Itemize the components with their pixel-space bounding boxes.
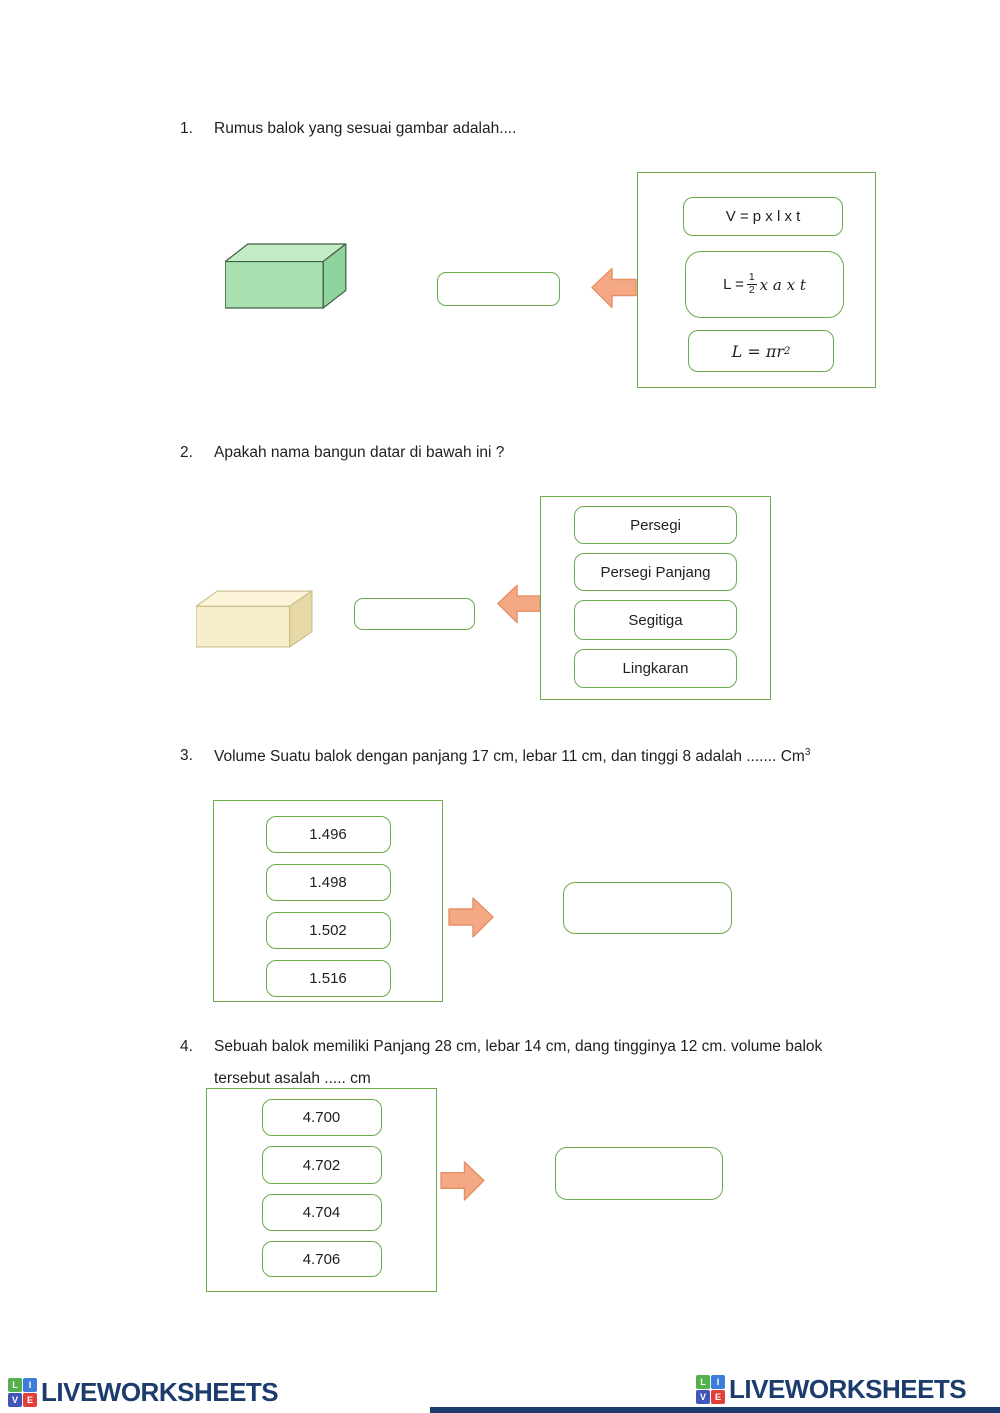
q3-text-superscript: 3 <box>804 747 811 758</box>
q3-option-4-label: 1.516 <box>309 970 347 987</box>
liveworksheets-blocks-icon <box>696 1375 725 1404</box>
q3-text <box>214 747 810 766</box>
q4-option-4702[interactable] <box>262 1146 382 1184</box>
logo-block-v: V <box>8 1393 22 1407</box>
q2-arrow <box>497 584 541 624</box>
q2-text: Apakah nama bangun datar di bawah ini ? <box>214 444 505 461</box>
logo-block-e: E <box>711 1390 725 1404</box>
q4-option-4706[interactable] <box>262 1241 382 1277</box>
arrow-right-icon <box>440 1161 485 1201</box>
fraction-numerator: 1 <box>748 271 755 284</box>
q1-option-circle-formula[interactable] <box>688 330 834 372</box>
logo-block-i: I <box>23 1378 37 1392</box>
q3-arrow <box>448 896 494 939</box>
q2-option-lingkaran[interactable] <box>574 649 737 688</box>
q4-option-2-label: 4.702 <box>302 1156 341 1174</box>
arrow-right-icon <box>448 896 494 939</box>
q1-option-2-prefix: L = <box>723 276 744 293</box>
q3-option-1496[interactable] <box>266 816 391 853</box>
q3-text-body: Volume Suatu balok dengan panjang 17 cm, lebar 11 cm, dan tinggi 8 adalah ....... Cm <box>214 748 805 766</box>
q2-option-persegi-panjang[interactable] <box>574 553 737 591</box>
q1-option-triangle-formula[interactable] <box>685 251 844 318</box>
q3-option-1-label: 1.496 <box>309 826 347 843</box>
q2-option-3-label: Segitiga <box>628 611 683 629</box>
q3-option-1502[interactable] <box>266 912 391 949</box>
logo-block-l: L <box>8 1378 22 1392</box>
logo-block-e: E <box>23 1393 37 1407</box>
q4-option-4700[interactable] <box>262 1099 382 1136</box>
q1-text: Rumus balok yang sesuai gambar adalah.... <box>214 120 517 137</box>
q1-number: 1. <box>180 120 193 137</box>
liveworksheets-blocks-icon <box>8 1378 37 1407</box>
q2-cuboid-image <box>196 590 313 648</box>
q3-option-3-label: 1.502 <box>309 922 347 939</box>
q1-option-3-exponent: 2 <box>784 345 791 357</box>
bottom-page-divider <box>430 1407 1000 1413</box>
cream-cuboid-icon <box>196 590 313 648</box>
q3-answer-blank[interactable] <box>563 882 732 934</box>
q1-options-group <box>637 172 876 388</box>
q1-option-2-suffix: x a x t <box>759 275 806 294</box>
q3-option-1498[interactable] <box>266 864 391 901</box>
q3-number: 3. <box>180 747 193 764</box>
q1-option-3-base: L = πr <box>731 341 784 361</box>
q2-options-group <box>540 496 771 700</box>
q3-option-2-label: 1.498 <box>309 874 347 891</box>
q1-cuboid-image <box>225 243 347 309</box>
q3-option-1516[interactable] <box>266 960 391 997</box>
q2-number: 2. <box>180 444 193 461</box>
logo-block-i: I <box>711 1375 725 1389</box>
q1-answer-blank[interactable] <box>437 272 560 306</box>
q4-option-4-label: 4.706 <box>302 1250 341 1268</box>
logo-block-l: L <box>696 1375 710 1389</box>
brand-name: LIVEWORKSHEETS <box>41 1377 279 1407</box>
fraction-denominator: 2 <box>748 284 755 296</box>
brand-name: LIVEWORKSHEETS <box>729 1374 967 1404</box>
q4-options-group <box>206 1088 437 1292</box>
q2-option-1-label: Persegi <box>630 516 681 534</box>
q2-option-segitiga[interactable] <box>574 600 737 640</box>
q2-answer-blank[interactable] <box>354 598 475 630</box>
q2-option-persegi[interactable] <box>574 506 737 544</box>
q4-option-1-label: 4.700 <box>302 1109 341 1126</box>
q4-arrow <box>440 1161 485 1201</box>
q1-option-1-label: V = p x l x t <box>725 208 801 225</box>
arrow-left-icon <box>591 267 637 309</box>
q2-option-4-label: Lingkaran <box>622 660 689 677</box>
q1-option-volume-formula[interactable] <box>683 197 843 236</box>
q4-number: 4. <box>180 1038 193 1055</box>
liveworksheets-logo-left[interactable] <box>8 1377 278 1408</box>
logo-block-v: V <box>696 1390 710 1404</box>
q1-arrow <box>591 267 637 309</box>
q4-text-line1: Sebuah balok memiliki Panjang 28 cm, lebar 14 cm, dang tingginya 12 cm. volume balok <box>214 1038 823 1055</box>
arrow-left-icon <box>497 584 541 624</box>
liveworksheets-logo-right[interactable] <box>696 1374 966 1405</box>
q2-option-2-label: Persegi Panjang <box>600 563 711 581</box>
q4-option-4704[interactable] <box>262 1194 382 1231</box>
q4-option-3-label: 4.704 <box>302 1204 341 1221</box>
q4-text-line2: tersebut asalah ..... cm <box>214 1070 371 1087</box>
green-cuboid-icon <box>225 243 347 309</box>
fraction <box>747 272 757 296</box>
q3-options-group <box>213 800 443 1002</box>
q4-answer-blank[interactable] <box>555 1147 723 1200</box>
